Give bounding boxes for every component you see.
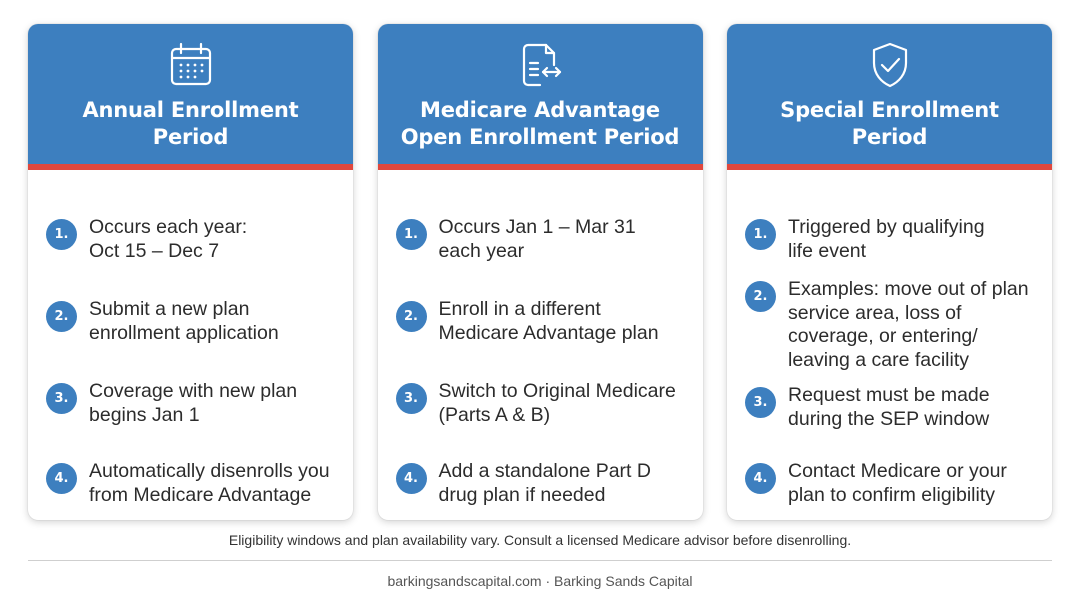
enrollment-cards xyxy=(28,24,1052,520)
step-text: Automatically disenrolls you from Medicare Advantage xyxy=(89,460,330,506)
step-item xyxy=(46,216,343,263)
step-text: Contact Medicare or your plan to confirm eligibility xyxy=(788,460,1007,506)
calendar-icon xyxy=(167,41,215,89)
step-number-badge: 3. xyxy=(396,383,427,414)
step-list xyxy=(727,170,1052,520)
step-item xyxy=(396,216,693,263)
step-number-badge: 2. xyxy=(46,301,77,332)
step-text: Request must be made during the SEP window xyxy=(788,384,990,430)
step-item xyxy=(745,278,1042,372)
card-title: Special Enrollment Period xyxy=(780,98,999,149)
step-number-badge: 2. xyxy=(396,301,427,332)
step-item xyxy=(396,460,693,507)
step-number-badge: 3. xyxy=(745,387,776,418)
step-number-badge: 1. xyxy=(46,219,77,250)
step-item xyxy=(396,380,693,427)
document-swap-icon xyxy=(516,41,564,89)
card-medicare-advantage-oep xyxy=(378,24,703,520)
card-annual-enrollment xyxy=(28,24,353,520)
step-number-badge: 1. xyxy=(745,219,776,250)
step-number-badge: 3. xyxy=(46,383,77,414)
step-text: Add a standalone Part D drug plan if needed xyxy=(438,460,651,506)
step-list xyxy=(378,170,703,520)
step-item xyxy=(745,216,1042,263)
step-text: Coverage with new plan begins Jan 1 xyxy=(89,380,298,426)
source-credit: barkingsandscapital.com · Barking Sands Capital xyxy=(387,573,693,589)
step-number-badge: 4. xyxy=(396,463,427,494)
step-number-badge: 1. xyxy=(396,219,427,250)
step-text: Submit a new plan enrollment application xyxy=(89,298,279,344)
step-text: Occurs each year: Oct 15 – Dec 7 xyxy=(89,216,248,262)
divider xyxy=(28,560,1052,561)
step-number-badge: 4. xyxy=(46,463,77,494)
step-number-badge: 2. xyxy=(745,281,776,312)
card-title: Annual Enrollment Period xyxy=(82,98,299,149)
step-item xyxy=(745,460,1042,507)
shield-check-icon xyxy=(866,41,914,89)
step-text: Triggered by qualifying life event xyxy=(788,216,985,262)
step-text: Switch to Original Medicare (Parts A & B) xyxy=(438,380,676,426)
card-special-enrollment xyxy=(727,24,1052,520)
step-list xyxy=(28,170,353,520)
step-item xyxy=(745,384,1042,431)
step-text: Examples: move out of plan service area, loss of coverage, or entering/ leaving a care facility xyxy=(788,278,1029,371)
card-header xyxy=(28,24,353,170)
step-item xyxy=(46,298,343,345)
card-title: Medicare Advantage Open Enrollment Period xyxy=(400,98,680,149)
step-text: Enroll in a different Medicare Advantage plan xyxy=(438,298,659,344)
card-header xyxy=(378,24,703,170)
step-item xyxy=(46,460,343,507)
step-number-badge: 4. xyxy=(745,463,776,494)
step-item xyxy=(396,298,693,345)
card-header xyxy=(727,24,1052,170)
footnote: Eligibility windows and plan availability vary. Consult a licensed Medicare advisor before disenrolling. xyxy=(228,532,852,548)
step-text: Occurs Jan 1 – Mar 31 each year xyxy=(438,216,636,262)
step-item xyxy=(46,380,343,427)
